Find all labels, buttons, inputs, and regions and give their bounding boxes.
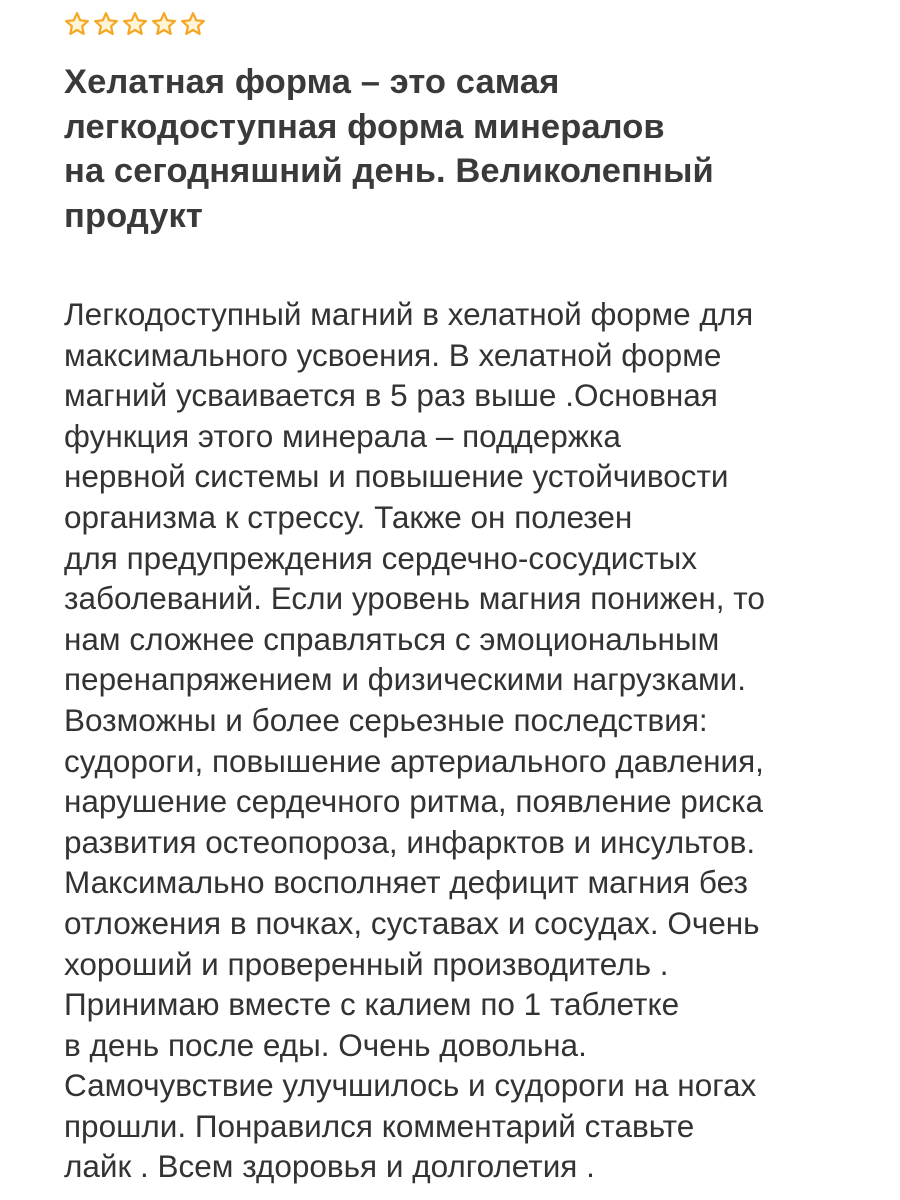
review-body-line: нам сложнее справляться с эмоциональным bbox=[64, 620, 720, 657]
review-body-line: магний усваивается в 5 раз выше .Основная bbox=[64, 377, 718, 414]
star-icon bbox=[122, 11, 148, 37]
star-icon bbox=[151, 11, 177, 37]
review-body-line: перенапряжением и физическими нагрузками. bbox=[64, 661, 747, 698]
review-body-line: нарушение сердечного ритма, появление риска bbox=[64, 783, 764, 820]
review-body-line: Самочувствие улучшилось и судороги на ногах bbox=[64, 1067, 757, 1104]
review-body-line: Максимально восполняет дефицит магния без bbox=[64, 864, 748, 901]
review-body-line: судороги, повышение артериального давления, bbox=[64, 742, 764, 779]
review-title-line: продукт bbox=[64, 196, 203, 235]
review-body-line: развития остеопороза, инфарктов и инсультов. bbox=[64, 823, 756, 860]
review-body-line: функция этого минерала – поддержка bbox=[64, 417, 621, 454]
review-body bbox=[64, 294, 864, 1187]
review-body-line: прошли. Понравился комментарий ставьте bbox=[64, 1107, 695, 1144]
review-title-line: на сегодняшний день. Великолепный bbox=[64, 152, 714, 190]
review-body-line: нервной системы и повышение устойчивости bbox=[64, 458, 729, 495]
star-icon bbox=[93, 11, 119, 37]
review-body-line: максимального усвоения. В хелатной форме bbox=[64, 336, 722, 373]
review-body-line: отложения в почках, суставах и сосудах. Очень bbox=[64, 904, 760, 941]
review-body-line: в день после еды. Очень довольна. bbox=[64, 1026, 587, 1063]
review-body-line: для предупреждения сердечно-сосудистых bbox=[64, 539, 697, 576]
review-body-line: Возможны и более серьезные последствия: bbox=[64, 701, 708, 738]
star-icon bbox=[180, 11, 206, 37]
review-body-line: лайк . Всем здоровья и долголетия . bbox=[64, 1148, 595, 1185]
review-title-line: Хелатная форма – это самая bbox=[64, 63, 560, 101]
star-rating bbox=[64, 10, 860, 38]
review-body-line: хороший и проверенный производитель . bbox=[64, 945, 669, 982]
star-icon bbox=[64, 11, 90, 37]
review-title bbox=[64, 60, 824, 238]
review-body-line: Легкодоступный магний в хелатной форме для bbox=[64, 296, 754, 332]
review-body-line: заболеваний. Если уровень магния понижен, то bbox=[64, 580, 765, 617]
review-title-line: легкодоступная форма минералов bbox=[64, 107, 665, 146]
review-body-line: организма к стрессу. Также он полезен bbox=[64, 498, 633, 535]
review-body-line: Принимаю вместе с калием по 1 таблетке bbox=[64, 986, 680, 1023]
